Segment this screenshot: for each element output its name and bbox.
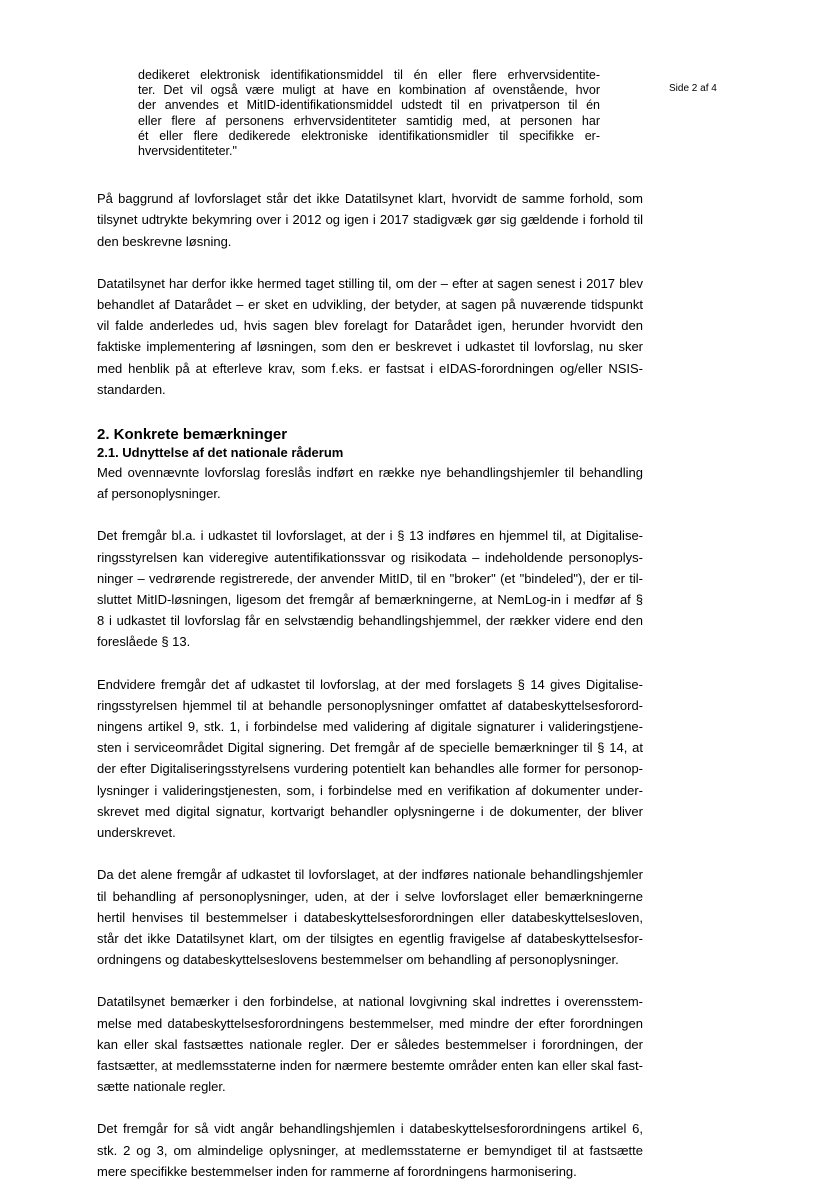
paragraph	[97, 991, 643, 1097]
paragraph-line: sten i serviceområdet Digital signering. Det fremgår af de specielle bemærkninger til § 14, at	[97, 740, 643, 756]
paragraph	[97, 188, 643, 252]
paragraph-line: Endvidere fremgår det af udkastet til lovforslag, at der med forslagets § 14 gives Digitalise-	[97, 676, 643, 692]
paragraph-line: ningens artikel 9, stk. 1, i forbindelse med validering af digitale signaturer i valideringstjene-	[97, 719, 643, 735]
paragraph-line: behandlet af Datarådet – er sket en udvikling, der betyder, at sagen på nuværende tidspunkt	[97, 297, 643, 313]
paragraph-line: underskrevet.	[97, 825, 176, 841]
paragraph-line: Det fremgår bl.a. i udkastet til lovforslaget, at der i § 13 indføres en hjemmel til, at Digitalise-	[97, 528, 643, 544]
paragraph-line: Datatilsynet har derfor ikke hermed taget stilling til, om der – efter at sagen senest i 2017 blev	[97, 275, 643, 291]
paragraph-line: hertil henvises til bestemmelser i databeskyttelsesforordningen eller databeskyttelsesloven,	[97, 909, 643, 925]
paragraph-line: melse med databeskyttelsesforordningens bestemmelser, med mindre der efter forordningen	[97, 1015, 643, 1031]
paragraph-line: 8 i udkastet til lovforslag får en selvstændig behandlingshjemmel, der rækker videre end den	[97, 613, 643, 629]
paragraph-line: står det ikke Datatilsynet klart, om der tilsigtes en egentlig fravigelse af databeskyttelsesfor-	[97, 930, 643, 946]
paragraph-line: tilsynet udtrykte bekymring over i 2012 og igen i 2017 stadigvæk gør sig gældende i forhold til	[97, 212, 643, 228]
paragraph-line: stk. 2 og 3, om almindelige oplysninger, at medlemsstaterne er bemyndiget til at fastsætte	[97, 1142, 643, 1158]
paragraph	[97, 462, 643, 504]
paragraph-line: ringsstyrelsen kan videregive autentifikationssvar og risikodata – indeholdende personoplys-	[97, 549, 643, 565]
paragraph-line: lysninger i valideringstjenesten, som, i forbindelse med en verifikation af dokumenter under-	[97, 782, 643, 798]
paragraph-line: af personoplysninger.	[97, 486, 221, 502]
paragraph-line: vil falde anderledes ud, hvis sagen blev forelagt for Datarådet igen, herunder hvorvidt den	[97, 318, 643, 334]
paragraph	[97, 1118, 643, 1182]
paragraph-line: der efter Digitaliseringsstyrelsens vurdering potentielt kan behandles alle former for personop-	[97, 761, 643, 777]
paragraph-line: sætte nationale regler.	[97, 1079, 226, 1095]
document-body	[97, 68, 643, 1203]
intro-paragraphs	[97, 188, 643, 400]
quote-line: dedikeret elektronisk identifikationsmiddel til én eller flere erhvervsidentite-	[138, 68, 600, 82]
paragraph-line: den beskrevne løsning.	[97, 233, 232, 249]
paragraph-line: ringsstyrelsen hjemmel til at behandle personoplysninger omfattet af databeskyttelsesforord-	[97, 697, 643, 713]
paragraph-line: skrevet med digital signatur, kortvarigt behandler oplysningerne i de dokumenter, der bliver	[97, 803, 643, 819]
section-heading: 2. Konkrete bemærkninger	[97, 426, 288, 444]
paragraph-line: ordningens og databeskyttelseslovens bestemmelser om behandling af personoplysninger.	[97, 952, 619, 968]
paragraph-line: På baggrund af lovforslaget står det ikke Datatilsynet klart, hvorvidt de samme forhold, som	[97, 191, 643, 207]
quote-line: der anvendes et MitID-identifikationsmiddel udstedt til en privatperson til én	[138, 98, 600, 113]
paragraph-line: foreslåede § 13.	[97, 634, 191, 650]
paragraph-line: standarden.	[97, 381, 166, 397]
paragraph-line: faktiske implementering af løsningen, som den er beskrevet i udkastet til lovforslag, nu sker	[97, 339, 643, 355]
quote-line: hvervsidentiteter."	[138, 144, 237, 159]
paragraph-line: Datatilsynet bemærker i den forbindelse, at national lovgivning skal indrettes i overensstem-	[97, 994, 643, 1010]
quote-line: ét eller flere dedikerede elektroniske identifikationsmidler til specifikke er-	[138, 128, 600, 143]
paragraph-line: med henblik på at efterleve krav, som f.eks. er fastsat i eIDAS-forordningen og/eller NSIS-	[97, 360, 643, 376]
page-number: Side 2 af 4	[669, 83, 717, 94]
paragraph	[97, 674, 643, 844]
paragraph	[97, 864, 643, 970]
paragraph-line: sluttet MitID-løsningen, ligesom det fremgår af bemærkningerne, at NemLog-in i medfør af §	[97, 592, 643, 608]
paragraph-line: kan eller skal fastsættes nationale regler. Der er således bestemmelser i forordningen, der	[97, 1036, 643, 1052]
block-quote	[138, 68, 600, 159]
paragraph-line: fastsætter, at medlemsstaterne inden for nærmere bestemte områder enten kan eller skal fast-	[97, 1057, 643, 1073]
paragraph-line: Med ovennævnte lovforslag foreslås indført en række nye behandlingshjemler til behandling	[97, 465, 643, 481]
paragraph-line: Det fremgår for så vidt angår behandlingshjemlen i databeskyttelsesforordningens artikel 6,	[97, 1121, 643, 1137]
paragraph	[97, 273, 643, 400]
subsection-heading: 2.1. Udnyttelse af det nationale råderum	[97, 445, 344, 461]
paragraph-line: Da det alene fremgår af udkastet til lovforslaget, at der indføres nationale behandlingshjemler	[97, 867, 643, 883]
paragraph-line: til behandling af personoplysninger, uden, at der i selve lovforslaget eller bemærkningerne	[97, 888, 643, 904]
paragraph-line: mere specifikke bestemmelser inden for rammerne af forordningens harmonisering.	[97, 1163, 577, 1179]
quote-line: ter. Det vil også være muligt at have en kombination af ovenstående, hvor	[138, 83, 600, 98]
quote-line: eller flere af personens erhvervsidentiteter samtidig med, at personen har	[138, 113, 600, 128]
paragraph	[97, 525, 643, 652]
paragraph-line: ninger – vedrørende registrerede, der anvender MitID, til en "broker" (et "bindeled"), der er til-	[97, 570, 643, 586]
section-paragraphs	[97, 462, 643, 1182]
